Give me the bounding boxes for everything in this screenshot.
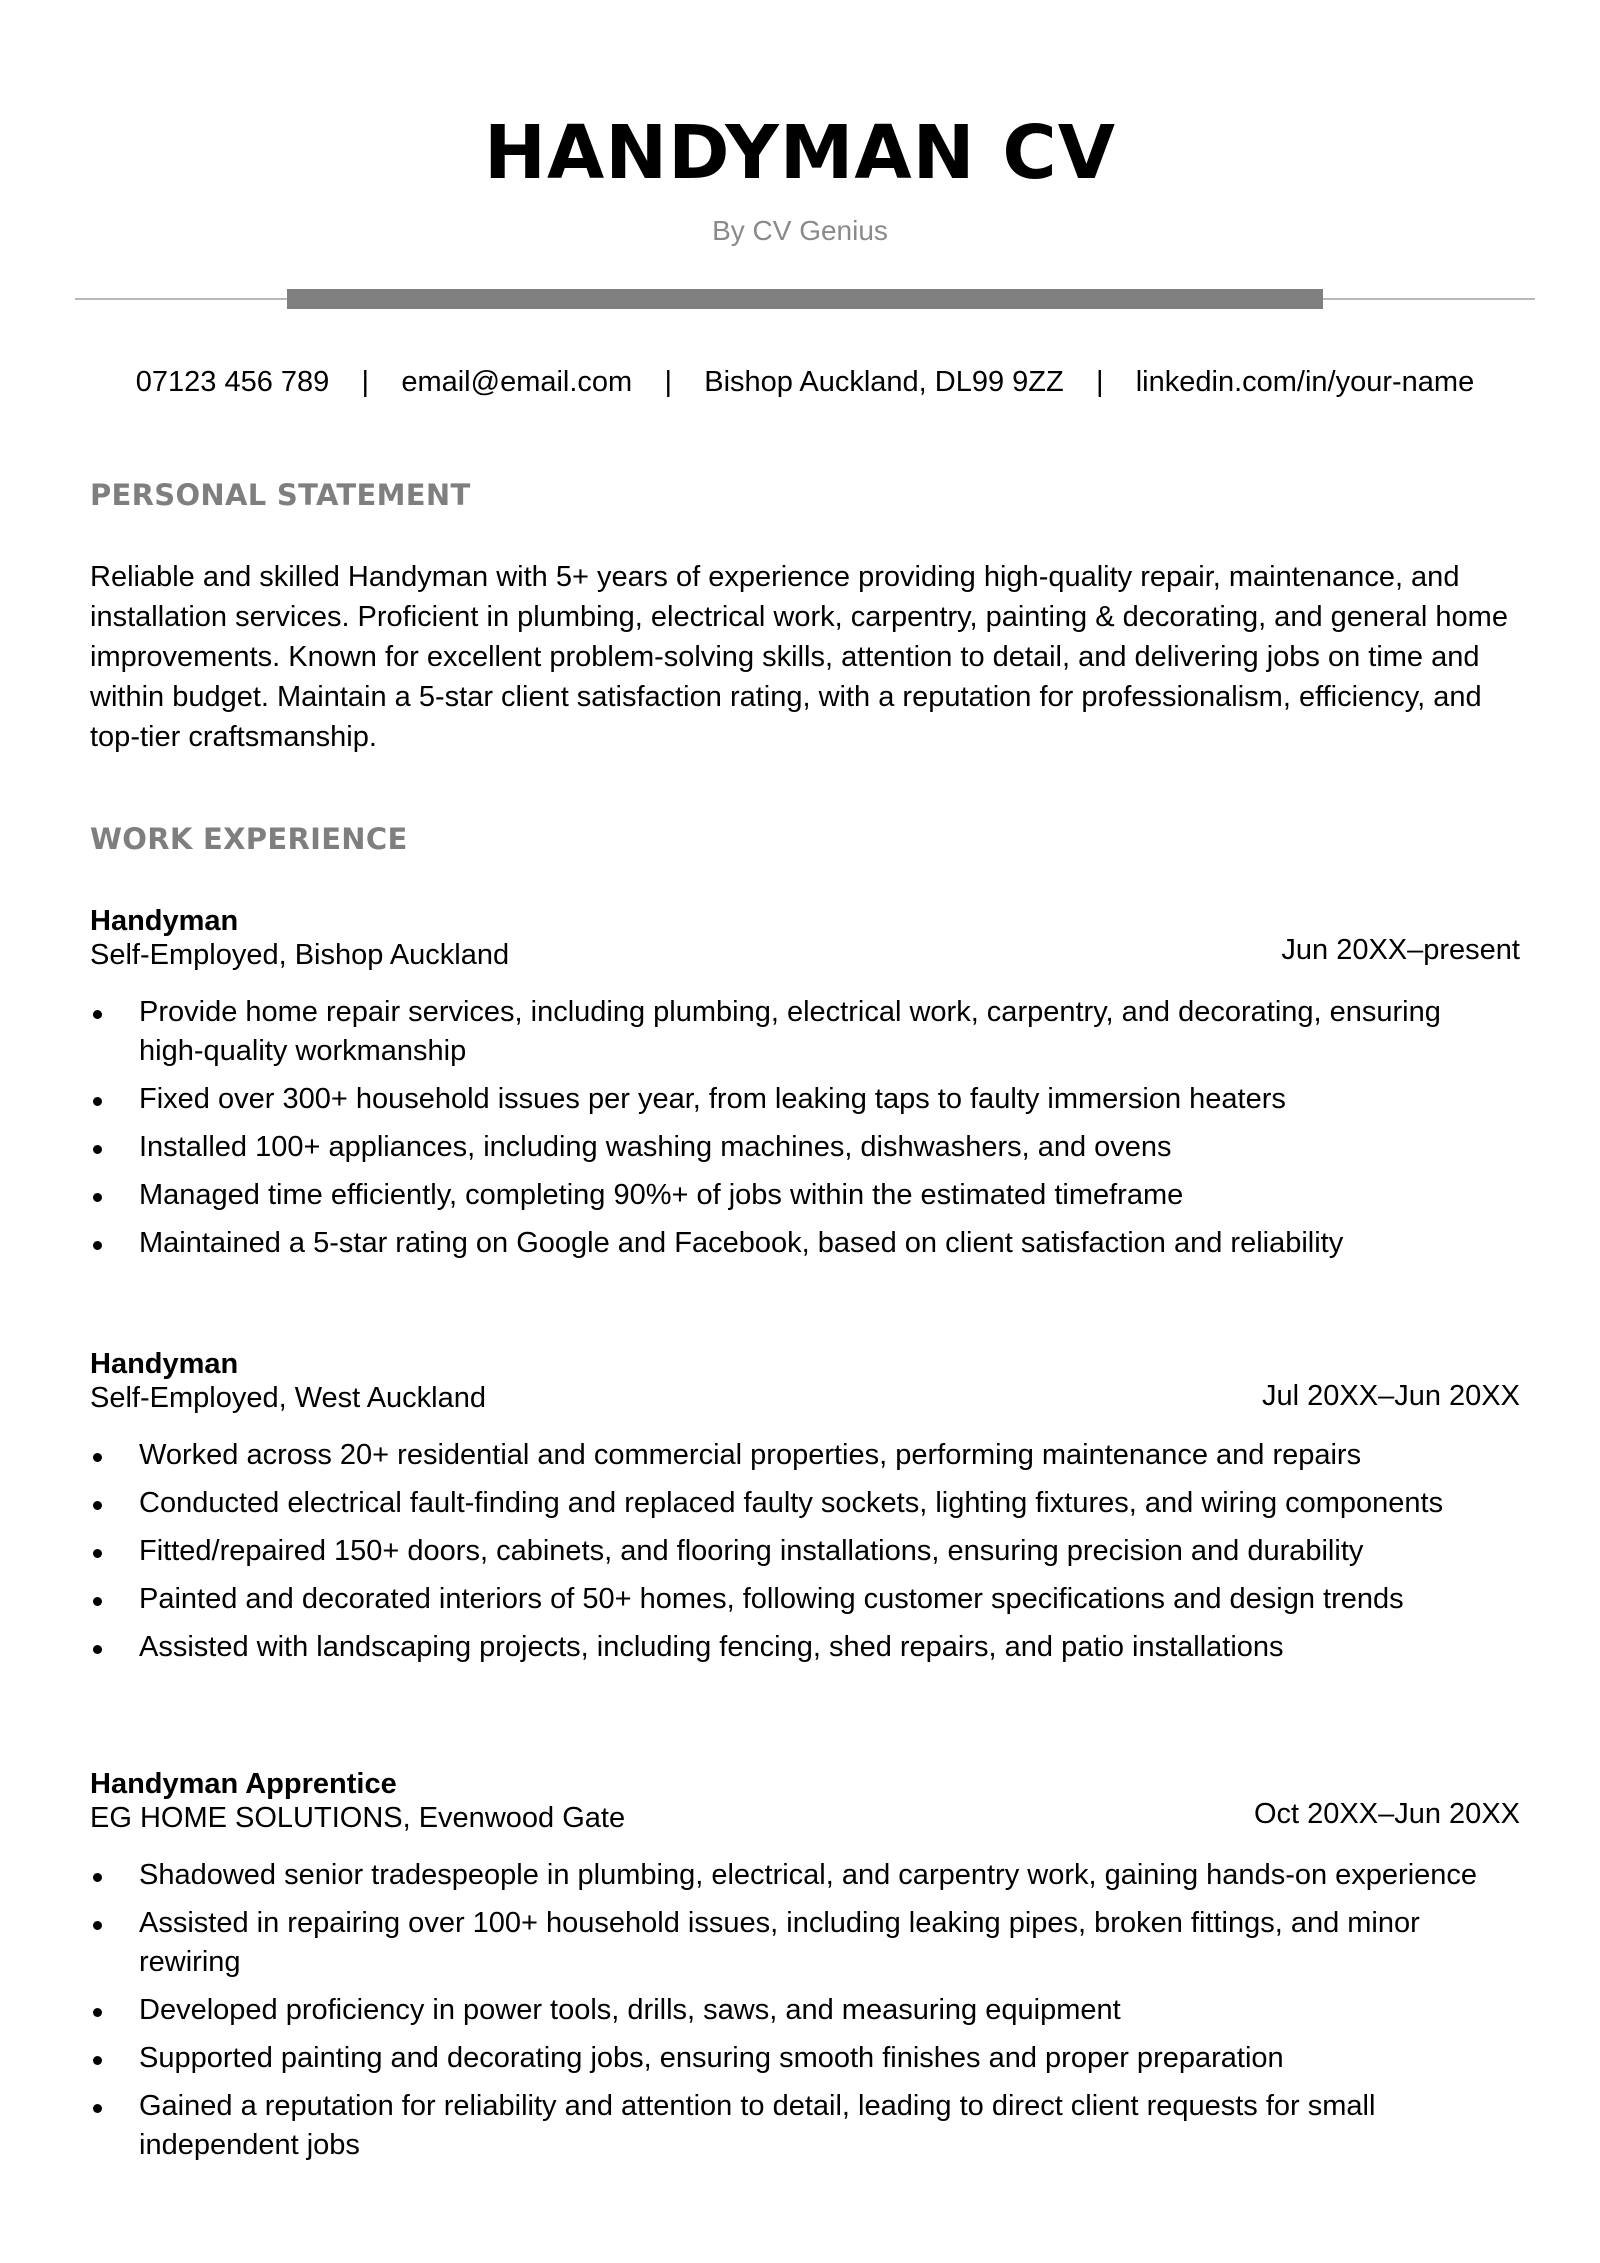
job-bullet: Assisted with landscaping projects, including fencing, shed repairs, and patio installations bbox=[90, 1628, 1490, 1667]
contact-line bbox=[0, 366, 1600, 399]
job-title: Handyman bbox=[90, 1348, 239, 1380]
contact-linkedin: linkedin.com/in/your-name bbox=[1135, 366, 1475, 398]
job-bullet-list bbox=[90, 1856, 1490, 2174]
job-bullet: Conducted electrical fault-finding and replaced faulty sockets, lighting fixtures, and wiring components bbox=[90, 1484, 1490, 1523]
job-bullet: Assisted in repairing over 100+ household issues, including leaking pipes, broken fittings, and minor rewiring bbox=[90, 1904, 1490, 1982]
job-bullet-list bbox=[90, 993, 1490, 1272]
job-bullet: Fixed over 300+ household issues per year, from leaking taps to faulty immersion heaters bbox=[90, 1080, 1490, 1119]
contact-location: Bishop Auckland, DL99 9ZZ bbox=[704, 366, 1064, 398]
personal-statement-heading: PERSONAL STATEMENT bbox=[90, 478, 471, 512]
job-bullet: Worked across 20+ residential and commercial properties, performing maintenance and repairs bbox=[90, 1436, 1490, 1475]
cv-subtitle: By CV Genius bbox=[712, 215, 888, 246]
job-bullet: Developed proficiency in power tools, drills, saws, and measuring equipment bbox=[90, 1991, 1490, 2030]
job-company: EG HOME SOLUTIONS, Evenwood Gate bbox=[90, 1802, 626, 1834]
personal-statement-text: Reliable and skilled Handyman with 5+ years of experience providing high-quality repair, maintenance, and installation services. Proficient in plumbing, electrical work, carpentry, painting & decorating, and general home improvements. Known for excellent problem-solving skills, attention to detail, and delivering jobs on time and within budget. Maintain a 5-star client satisfaction rating, with a reputation for professionalism, efficiency, and top-tier craftsmanship. bbox=[90, 561, 1508, 753]
contact-phone: 07123 456 789 bbox=[135, 366, 330, 398]
job-title: Handyman Apprentice bbox=[90, 1768, 397, 1800]
job-bullet: Maintained a 5-star rating on Google and Facebook, based on client satisfaction and reliability bbox=[90, 1224, 1490, 1263]
job-dates: Jul 20XX–Jun 20XX bbox=[1262, 1380, 1520, 1412]
job-bullet: Managed time efficiently, completing 90%+ of jobs within the estimated timeframe bbox=[90, 1176, 1490, 1215]
job-bullet-list bbox=[90, 1436, 1490, 1676]
job-bullet: Installed 100+ appliances, including washing machines, dishwashers, and ovens bbox=[90, 1128, 1490, 1167]
job-title: Handyman bbox=[90, 905, 239, 937]
work-experience-heading: WORK EXPERIENCE bbox=[90, 822, 408, 856]
job-bullet: Supported painting and decorating jobs, ensuring smooth finishes and proper preparation bbox=[90, 2039, 1490, 2078]
contact-separator: | bbox=[664, 366, 672, 398]
header-divider-bar bbox=[287, 289, 1323, 309]
job-dates: Jun 20XX–present bbox=[1281, 934, 1520, 966]
job-bullet: Provide home repair services, including plumbing, electrical work, carpentry, and decorating, ensuring high-quality workmanship bbox=[90, 993, 1490, 1071]
job-dates: Oct 20XX–Jun 20XX bbox=[1254, 1798, 1520, 1830]
job-bullet: Painted and decorated interiors of 50+ homes, following customer specifications and design trends bbox=[90, 1580, 1490, 1619]
contact-email: email@email.com bbox=[401, 366, 633, 398]
job-company: Self-Employed, Bishop Auckland bbox=[90, 939, 510, 971]
job-bullet: Shadowed senior tradespeople in plumbing, electrical, and carpentry work, gaining hands-on experience bbox=[90, 1856, 1490, 1895]
job-bullet: Gained a reputation for reliability and attention to detail, leading to direct client requests for small independent jobs bbox=[90, 2087, 1490, 2165]
cv-title: HANDYMAN CV bbox=[484, 110, 1116, 196]
contact-separator: | bbox=[361, 366, 370, 398]
job-company: Self-Employed, West Auckland bbox=[90, 1382, 486, 1414]
job-bullet: Fitted/repaired 150+ doors, cabinets, and flooring installations, ensuring precision and durability bbox=[90, 1532, 1490, 1571]
contact-separator: | bbox=[1095, 366, 1104, 398]
